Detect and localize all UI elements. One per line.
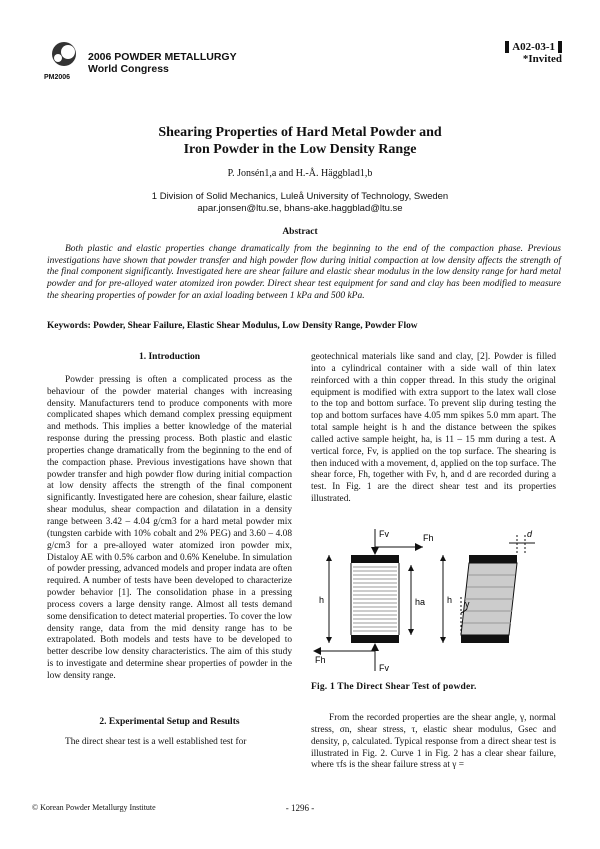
section-2-heading: 2. Experimental Setup and Results [99,716,240,727]
left-column [47,352,292,748]
footer-copyright: © Korean Powder Metallurgy Institute [32,803,156,812]
fig-label-fv-bottom: Fv [379,663,389,673]
fig-label-h-left: h [319,595,325,605]
figure-caption: Fig. 1 The Direct Shear Test of powder. [311,682,477,692]
figure-1 [311,525,561,677]
abstract-heading: Abstract [282,227,318,237]
fig-label-d: d [527,529,533,539]
fig-label-fh-bottom: Fh [315,655,326,665]
conference-title [88,51,237,75]
section-1-heading: 1. Introduction [138,352,201,362]
logo-tag: PM2006 [44,74,71,81]
fig-label-h-right: h [447,595,453,605]
section-2-text: The direct shear test is a well established test for [65,736,247,747]
section-1-text: Powder pressing is often a complicated process as the behaviour of the powder material changes with increasing density. Manufacturers tend to produce components with more complicated shapes which demand complex pressing equipment and methods. This implies a better knowledge of the material response during the pressing process. Both plastic and elastic properties change dramatically from the beginning to the end of the compaction phase. Previous investigations have shown that powder transfer and high powder flow during initial compaction at low density affects the strength of the final component significantly. Investigated here are cohesion, shear failure, elastic shear modulus, shear compaction and dilatation in a density range between 3.42 – 4.04 g/cm3 for a hard metal powder mix (tungsten carbide with 10% cobalt and 2% PEG) and 3.60 – 4.08 g/cm3 for a pre-alloyed water atomized iron powder mix, Distaloy AE with 0.5% carbon and 0.6% Kenelube. In simulation of powder pressing, advanced models and proper indata are often required. A number of tests have been developed to characterize powder behavior [1]. The consolidation phase in a pressing process covers a large density range. Almost all tests demand some densification to detect material properties. To cover the low density range, data from the mid density range has to be extrapolated. Both models and tests have to be developed to better describe low density characteristics. The aim of this study is to investigate and determine shear properties of powder in the low density range. [47,374,292,681]
authors: P. Jonsén1,a and H.-Å. Häggblad1,b [227,168,373,179]
affiliation-block [0,191,600,215]
fig-label-fh-top: Fh [423,533,434,543]
abstract-text: Both plastic and elastic properties change dramatically from the beginning to the end of the compaction phase. Previous investigations have shown that powder transfer and high powder flow during initial compaction at low density affects the strength of the final component significantly. Investigated here are shear failure and elastic shear modulus in the low density range for hard metal powder and for pre-alloyed water atomized iron powder. Direct shear test equipment for sand and clay has been modified to measure the shearing properties of powder for an axial loading between 1 kPa and 500 kPa. [47,244,561,301]
conference-line-1: 2006 POWDER METALLURGY [88,51,237,63]
paper-code: A02-03-1 [505,41,562,53]
fig-label-fv-top: Fv [379,529,389,539]
right-column-text: geotechnical materials like sand and clay, [2]. Powder is filled into a cylindrical container with a side wall of thin latex reinforced with a thin copper thread. In this study the original equipment is modified with extra support to the latex wall close to the top and bottom surface. To prevent slip during testing the top and bottom surfaces have 4.05 mm spikes 5.0 mm apart. The total sample height is h and the distance between the spikes called active sample height, ha, is 11 – 15 mm during a test. A vertical force, Fv, is applied on the top surface. The shearing is then induced with a movement, d, applied on the top surface. The shear force, Fh, together with Fv, h, and d are recorded during a test. In Fig. 1 are the direct shear test and its properties illustrated. [311,352,556,505]
emails: apar.jonsen@ltu.se, bhans-ake.haggblad@ltu.se [197,203,403,214]
keywords: Keywords: Powder, Shear Failure, Elastic Shear Modulus, Low Density Range, Powder Flow [47,321,418,331]
affiliation: 1 Division of Solid Mechanics, Luleå University of Technology, Sweden [151,191,449,202]
invited-label: *Invited [522,53,562,65]
page-number: - 1296 - [285,803,315,813]
fig-label-gamma: γ [465,599,470,609]
right-column-bottom [311,713,556,772]
right-column-top [311,352,556,506]
paper-title [0,124,600,158]
conference-line-2: World Congress [88,63,169,75]
paper-code-box [505,41,562,65]
fig-label-ha: ha [415,597,426,607]
right-column-text-2: From the recorded properties are the shear angle, γ, normal stress, σn, shear stress, τ, elastic shear modulus, Gsec and density, ρ, calculated. Typical response from a direct shear test is illustrated in Fig. 2. Curve 1 in Fig. 2 has a clear shear failure, where τfs is the shear failure stress at γ = [311,713,556,771]
title-line-1: Shearing Properties of Hard Metal Powder and [158,125,442,140]
title-line-2: Iron Powder in the Low Density Range [183,142,417,157]
